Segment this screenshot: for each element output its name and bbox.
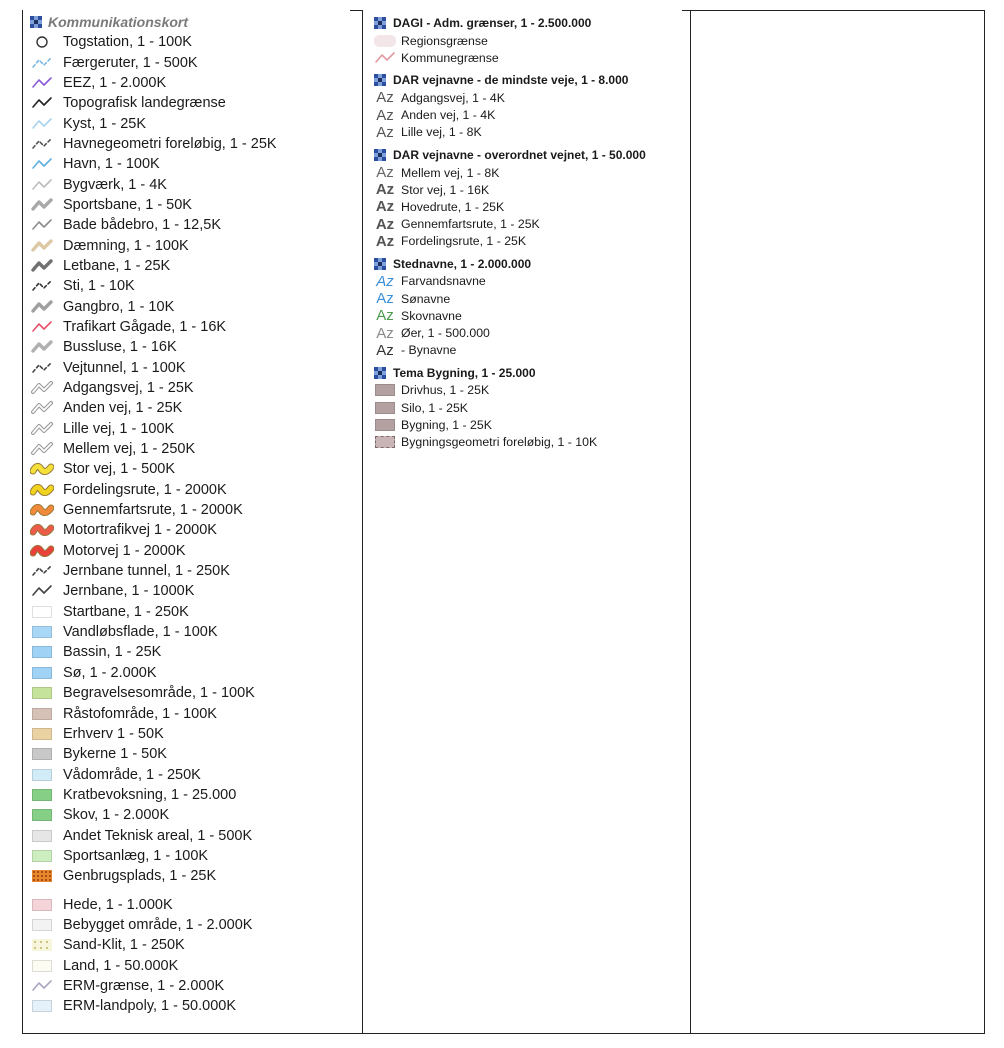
legend-column-middle <box>374 14 684 456</box>
legend-item-label: Skov, 1 - 2.000K <box>63 807 170 824</box>
az-icon: Az <box>376 341 394 359</box>
layer-group-icon <box>374 74 386 86</box>
legend-item-label: Sø, 1 - 2.000K <box>63 664 157 681</box>
dotted-swatch-icon <box>30 868 54 884</box>
legend-item[interactable] <box>374 433 684 450</box>
az-icon: Az <box>376 290 394 308</box>
legend-item-label: Hede, 1 - 1.000K <box>63 896 173 913</box>
swatch-icon <box>30 726 54 742</box>
legend-item-label: ERM-landpoly, 1 - 50.000K <box>63 998 237 1015</box>
swatch-icon <box>30 767 54 783</box>
legend-item[interactable] <box>30 93 360 113</box>
double-line-icon <box>30 421 54 437</box>
legend-item[interactable] <box>30 419 360 439</box>
legend-item[interactable] <box>30 256 360 276</box>
legend-item[interactable] <box>374 342 684 359</box>
line-icon <box>30 156 54 172</box>
legend-item-label: Lille vej, 1 - 8K <box>401 125 482 140</box>
legend-item-label: Sportsbane, 1 - 50K <box>63 196 192 213</box>
frame-left-border <box>22 10 23 1034</box>
legend-item-label: Bygningsgeometri foreløbig, 1 - 10K <box>401 434 598 449</box>
dashed-line-icon <box>30 136 54 152</box>
legend-item-label: Lille vej, 1 - 100K <box>63 420 175 437</box>
legend-item[interactable] <box>374 107 684 124</box>
legend-item-label: Motorvej 1 - 2000K <box>63 542 186 559</box>
legend-item-label: Skovnavne <box>401 308 462 323</box>
legend-item[interactable] <box>30 744 360 764</box>
line-icon <box>30 116 54 132</box>
swatch-icon <box>30 998 54 1014</box>
legend-item[interactable] <box>30 805 360 825</box>
thick-line-icon <box>30 197 54 213</box>
line-icon <box>30 177 54 193</box>
legend-item-label: Trafikart Gågade, 1 - 16K <box>63 318 227 335</box>
legend-item[interactable] <box>30 235 360 255</box>
legend-item[interactable] <box>374 216 684 233</box>
swatch-icon <box>30 787 54 803</box>
line-icon <box>30 583 54 599</box>
legend-item[interactable] <box>374 416 684 433</box>
road-icon <box>30 522 54 538</box>
legend-item[interactable] <box>30 703 360 723</box>
line-icon <box>30 217 54 233</box>
legend-item[interactable] <box>30 996 360 1016</box>
dashed-line-icon <box>30 360 54 376</box>
legend-item[interactable] <box>30 785 360 805</box>
legend-group-header[interactable] <box>374 14 684 32</box>
legend-group-title: DAGI - Adm. grænser, 1 - 2.500.000 <box>393 16 592 30</box>
road-icon <box>30 482 54 498</box>
swatch-icon <box>374 383 396 397</box>
legend-group-header[interactable] <box>374 255 684 273</box>
swatch-icon <box>30 644 54 660</box>
legend-item[interactable] <box>30 764 360 784</box>
thick-line-icon <box>30 339 54 355</box>
legend-item[interactable] <box>30 113 360 133</box>
legend-item-label: Andet Teknisk areal, 1 - 500K <box>63 827 253 844</box>
az-icon: Az <box>375 215 395 233</box>
legend-item[interactable] <box>30 378 360 398</box>
legend-group <box>374 255 684 359</box>
sand-swatch-icon <box>30 937 54 953</box>
dashed-line-icon <box>30 55 54 71</box>
line-icon <box>30 319 54 335</box>
legend-item[interactable] <box>30 215 360 235</box>
swatch-icon <box>30 958 54 974</box>
legend-item-label: Vandløbsflade, 1 - 100K <box>63 624 218 641</box>
legend-group-header[interactable] <box>374 71 684 89</box>
swatch-icon <box>374 418 396 432</box>
legend-item[interactable] <box>30 134 360 154</box>
legend-item-label: Gennemfartsrute, 1 - 2000K <box>63 502 243 519</box>
legend-item[interactable] <box>374 399 684 416</box>
legend-item[interactable] <box>30 866 360 886</box>
legend-group-header[interactable] <box>30 12 360 32</box>
layer-group-icon <box>30 16 42 28</box>
swatch-icon <box>30 917 54 933</box>
column-divider-1 <box>362 10 363 1034</box>
legend-item-label: Bebygget område, 1 - 2.000K <box>63 916 253 933</box>
double-line-icon <box>30 380 54 396</box>
swatch-icon <box>30 807 54 823</box>
thick-line-icon <box>30 258 54 274</box>
legend-item-label: Begravelsesområde, 1 - 100K <box>63 685 255 702</box>
legend-item-label: Jernbane, 1 - 1000K <box>63 583 195 600</box>
legend-item-label: Adgangsvej, 1 - 25K <box>63 380 194 397</box>
swatch-icon <box>30 746 54 762</box>
swatch-icon <box>30 685 54 701</box>
legend-group-title: DAR vejnavne - de mindste veje, 1 - 8.000 <box>393 73 629 88</box>
legend-item-label: Stor vej, 1 - 500K <box>63 461 176 478</box>
legend-item[interactable] <box>30 358 360 378</box>
legend-item[interactable] <box>374 382 684 399</box>
line-icon <box>30 978 54 994</box>
az-icon: Az <box>376 164 394 182</box>
swatch-icon <box>30 665 54 681</box>
legend-item[interactable] <box>374 198 684 215</box>
legend-item[interactable] <box>30 683 360 703</box>
column-divider-2 <box>690 10 691 1034</box>
legend-group-title: DAR vejnavne - overordnet vejnet, 1 - 50.000 <box>393 147 646 162</box>
swatch-icon <box>30 706 54 722</box>
column-top-border-2 <box>682 10 984 11</box>
legend-item-label: Havnegeometri foreløbig, 1 - 25K <box>63 135 277 152</box>
legend-item-label: Sand-Klit, 1 - 250K <box>63 937 185 954</box>
legend-item[interactable] <box>30 894 360 914</box>
legend-item-label: Gangbro, 1 - 10K <box>63 298 175 315</box>
thick-line-icon <box>30 238 54 254</box>
legend-item-label: Topografisk landegrænse <box>63 95 226 112</box>
legend-item[interactable] <box>30 724 360 744</box>
legend-item[interactable] <box>30 561 360 581</box>
legend-item-label: Vejtunnel, 1 - 100K <box>63 359 186 376</box>
legend-item-label: Startbane, 1 - 250K <box>63 603 189 620</box>
legend-item-label: Bussluse, 1 - 16K <box>63 339 177 356</box>
swatch-icon <box>30 624 54 640</box>
circle-icon <box>30 34 54 50</box>
legend-group-title: Tema Bygning, 1 - 25.000 <box>393 365 536 380</box>
legend-item-label: Gennemfartsrute, 1 - 25K <box>401 217 540 232</box>
legend-group-list <box>374 14 684 456</box>
legend-item[interactable] <box>30 398 360 418</box>
legend-item[interactable] <box>30 154 360 174</box>
az-icon: Az <box>376 307 394 325</box>
frame-right-border <box>984 10 985 1034</box>
dashed-swatch-icon <box>374 435 396 449</box>
swatch-icon <box>374 401 396 415</box>
legend-item[interactable] <box>30 500 360 520</box>
legend-column-left <box>30 12 360 1017</box>
legend-item-label: Land, 1 - 50.000K <box>63 957 179 974</box>
legend-item[interactable] <box>374 324 684 341</box>
legend-item[interactable] <box>30 32 360 52</box>
az-icon: Az <box>375 232 395 250</box>
legend-item-label: Bassin, 1 - 25K <box>63 644 162 661</box>
legend-item-label: Bykerne 1 - 50K <box>63 746 167 763</box>
legend-item-label: Kyst, 1 - 25K <box>63 115 147 132</box>
az-icon: Az <box>376 324 394 342</box>
legend-spacer <box>30 886 360 894</box>
legend-item-label: Kommunegrænse <box>401 50 499 65</box>
legend-group <box>374 146 684 250</box>
legend-item-label: Bygning, 1 - 25K <box>401 417 492 432</box>
legend-item-label: Øer, 1 - 500.000 <box>401 326 490 341</box>
legend-item-label: Råstofområde, 1 - 100K <box>63 705 217 722</box>
legend-item[interactable] <box>30 846 360 866</box>
legend-item-label: Kratbevoksning, 1 - 25.000 <box>63 786 237 803</box>
swatch-icon <box>30 604 54 620</box>
legend-item[interactable] <box>374 89 684 106</box>
legend-item-label: Dæmning, 1 - 100K <box>63 237 189 254</box>
legend-item-label: Regionsgrænse <box>401 33 488 48</box>
legend-item[interactable] <box>30 915 360 935</box>
road-icon <box>30 461 54 477</box>
az-icon: Az <box>376 89 394 107</box>
legend-item-label: Motortrafikvej 1 - 2000K <box>63 522 217 539</box>
legend-item-label: Farvandsnavne <box>401 274 486 289</box>
road-icon <box>30 502 54 518</box>
column-top-border-1 <box>350 10 363 11</box>
road-icon <box>30 543 54 559</box>
legend-item[interactable] <box>30 439 360 459</box>
legend-item[interactable] <box>30 520 360 540</box>
legend-item[interactable] <box>30 52 360 72</box>
legend-item[interactable] <box>30 955 360 975</box>
az-icon: Az <box>375 198 395 216</box>
dashed-line-icon <box>30 278 54 294</box>
legend-item[interactable] <box>30 581 360 601</box>
legend-item-label: Stor vej, 1 - 16K <box>401 182 490 197</box>
legend-item[interactable] <box>30 276 360 296</box>
legend-item-label: Silo, 1 - 25K <box>401 400 468 415</box>
legend-group-title: Stednavne, 1 - 2.000.000 <box>393 256 532 271</box>
swatch-icon <box>30 848 54 864</box>
legend-item[interactable] <box>30 480 360 500</box>
legend-item-label: Letbane, 1 - 25K <box>63 257 171 274</box>
line-icon <box>30 95 54 111</box>
legend-item[interactable] <box>30 622 360 642</box>
legend-item-label: Mellem vej, 1 - 250K <box>63 441 196 458</box>
legend-item-label: Sønavne <box>401 291 451 306</box>
legend-item[interactable] <box>374 124 684 141</box>
az-icon: Az <box>375 181 395 199</box>
legend-group-header[interactable] <box>374 146 684 164</box>
legend-item-label: Havn, 1 - 100K <box>63 156 160 173</box>
legend-item-label: Jernbane tunnel, 1 - 250K <box>63 563 230 580</box>
swatch-icon <box>30 828 54 844</box>
double-line-icon <box>30 441 54 457</box>
legend-item-label: Anden vej, 1 - 4K <box>401 108 496 123</box>
legend-group <box>374 364 684 451</box>
legend-group <box>374 71 684 141</box>
legend-item[interactable] <box>30 195 360 215</box>
legend-item[interactable] <box>374 49 684 66</box>
legend-item-label: - Bynavne <box>401 343 457 358</box>
legend-group-title: Kommunikationskort <box>48 14 189 30</box>
line-icon <box>30 75 54 91</box>
legend-item[interactable] <box>30 459 360 479</box>
legend-item[interactable] <box>30 825 360 845</box>
layer-group-icon <box>374 149 386 161</box>
thick-line-icon <box>30 299 54 315</box>
legend-item-label: Sti, 1 - 10K <box>63 278 135 295</box>
legend-item[interactable] <box>374 181 684 198</box>
legend-item[interactable] <box>30 296 360 316</box>
legend-item[interactable] <box>374 32 684 49</box>
legend-item[interactable] <box>30 602 360 622</box>
legend-item[interactable] <box>374 273 684 290</box>
legend-item-label: ERM-grænse, 1 - 2.000K <box>63 977 225 994</box>
legend-group-header[interactable] <box>374 364 684 382</box>
layer-group-icon <box>374 367 386 379</box>
legend-item[interactable] <box>30 174 360 194</box>
frame-bottom-border <box>22 1033 985 1034</box>
legend-item-label: Erhverv 1 - 50K <box>63 725 164 742</box>
legend-item-label: Færgeruter, 1 - 500K <box>63 54 198 71</box>
legend-item[interactable] <box>374 290 684 307</box>
legend-item-label: Sportsanlæg, 1 - 100K <box>63 847 209 864</box>
legend-item[interactable] <box>30 663 360 683</box>
legend-item-label: EEZ, 1 - 2.000K <box>63 74 167 91</box>
legend-item-label: Fordelingsrute, 1 - 25K <box>401 234 527 249</box>
legend-item-label: Drivhus, 1 - 25K <box>401 383 490 398</box>
legend-group <box>374 14 684 66</box>
layer-group-icon <box>374 17 386 29</box>
line-icon <box>374 51 396 65</box>
legend-item-label: Adgangsvej, 1 - 4K <box>401 90 505 105</box>
legend-item[interactable] <box>374 307 684 324</box>
legend-item[interactable] <box>374 164 684 181</box>
az-icon: Az <box>376 272 394 290</box>
legend-item-label: Hovedrute, 1 - 25K <box>401 199 505 214</box>
legend-item-label: Togstation, 1 - 100K <box>63 34 192 51</box>
legend-item-label: Mellem vej, 1 - 8K <box>401 165 500 180</box>
legend-item-label: Fordelingsrute, 1 - 2000K <box>63 481 227 498</box>
legend-item[interactable] <box>30 73 360 93</box>
legend-item-label: Vådområde, 1 - 250K <box>63 766 201 783</box>
legend-item-label: Bygværk, 1 - 4K <box>63 176 167 193</box>
az-icon: Az <box>376 106 394 124</box>
legend-item[interactable] <box>30 337 360 357</box>
legend-spacer <box>374 451 684 456</box>
legend-item-label: Anden vej, 1 - 25K <box>63 400 183 417</box>
az-icon: Az <box>376 123 394 141</box>
legend-item[interactable] <box>30 935 360 955</box>
legend-item-label: Bade bådebro, 1 - 12,5K <box>63 217 222 234</box>
soft-swatch-icon <box>374 34 396 48</box>
legend-item-label: Genbrugsplads, 1 - 25K <box>63 868 217 885</box>
legend-item[interactable] <box>30 642 360 662</box>
legend-item[interactable] <box>30 317 360 337</box>
dashed-line-icon <box>30 563 54 579</box>
legend-item[interactable] <box>374 233 684 250</box>
legend-item[interactable] <box>30 541 360 561</box>
layer-group-icon <box>374 258 386 270</box>
legend-item[interactable] <box>30 976 360 996</box>
swatch-icon <box>30 897 54 913</box>
legend-item-list <box>30 32 360 1017</box>
double-line-icon <box>30 400 54 416</box>
